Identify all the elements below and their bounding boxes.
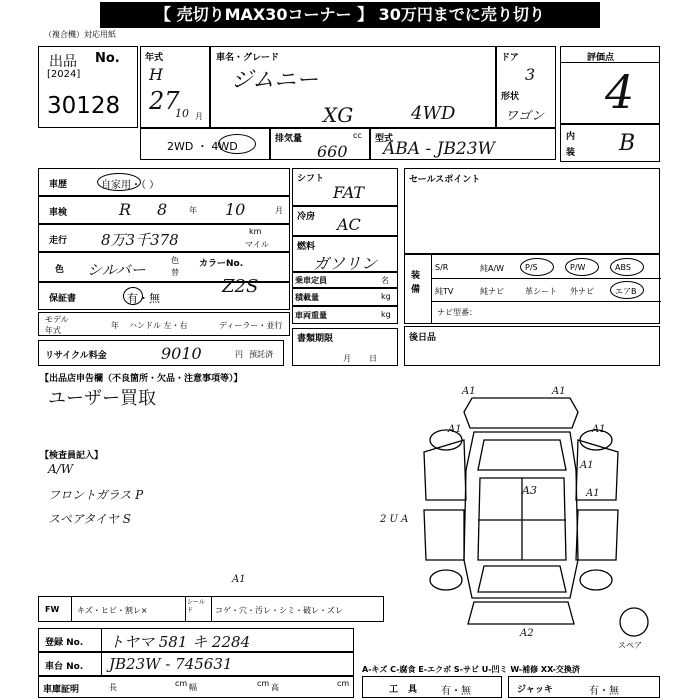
recycle-unit: 円: [235, 350, 243, 359]
displacement-value: 660: [317, 142, 348, 161]
storage-row: [38, 676, 354, 698]
color-value: シルバー: [87, 261, 146, 279]
diagram-mark-7: A1: [586, 488, 600, 499]
inspection-month: 10: [225, 200, 246, 219]
inspection-label: 車検: [49, 208, 68, 218]
lot-year-tag: [2024]: [47, 69, 81, 80]
weight-label: 車両重量: [295, 311, 327, 320]
inspector-label: 【検査員記入】: [40, 451, 104, 461]
mileage-unit-mile: マイル: [245, 240, 269, 249]
shape-label: 形状: [501, 92, 520, 102]
model-year-handle: ハンドル 左・右: [129, 321, 188, 330]
year-month-unit: 月: [195, 112, 203, 121]
tools-options: 有・無: [441, 686, 471, 697]
equipment-item: ABS: [615, 263, 631, 272]
score-label: 評価点: [587, 53, 615, 63]
year-value: 27: [149, 87, 180, 115]
chassis-label: 車台 No.: [45, 662, 84, 672]
sheet-subtitle: （複合機）対応用紙: [44, 30, 116, 39]
model-year-dealer: ディーラー・並行: [219, 321, 283, 330]
storage-col3: 高: [271, 683, 279, 692]
registration-value: トヤマ 581 キ 2284: [109, 633, 251, 651]
registration-row: [38, 628, 354, 652]
door-label: ドア: [501, 53, 519, 63]
inspector-line-3: スペアタイヤ S: [48, 512, 131, 526]
equipment-item: 純ナビ: [480, 287, 504, 296]
type-label: 型式: [375, 134, 394, 144]
lot-exhibit-label: 出品: [49, 54, 77, 70]
seller-notes-text: ユーザー買取: [48, 388, 156, 409]
model-name: ジムニー: [231, 68, 319, 93]
doc-deadline-label: 書類期限: [297, 334, 334, 344]
lot-number: 30128: [47, 93, 121, 119]
cooler-label: 冷房: [297, 212, 316, 222]
equipment-item: 純A/W: [480, 264, 505, 273]
year-month: 10: [175, 107, 189, 120]
load-label: 積載量: [295, 293, 319, 302]
diagram-mark-4: A1: [592, 424, 606, 435]
inspection-year: 8: [157, 200, 168, 219]
seller-notes-label: 【出品店申告欄（不良箇所・欠品・注意事項等）】: [40, 374, 243, 384]
navi-model-label: ナビ型番：: [437, 308, 477, 317]
diagram-mark-9: A2: [520, 628, 534, 639]
model-year-label-top: モデル: [45, 315, 69, 324]
door-value: 3: [525, 65, 536, 84]
warranty-options: 有・無: [127, 292, 160, 305]
jack-row: [508, 676, 660, 698]
jack-options: 有・無: [589, 686, 619, 697]
type-value: ABA - JB23W: [383, 139, 496, 159]
diagram-mark-5: A1: [580, 460, 594, 471]
displacement-unit: cc: [353, 131, 362, 140]
mileage-unit-km: km: [249, 227, 262, 236]
damage-legend-items2: コゲ・穴・汚レ・シミ・破レ・ズレ: [215, 606, 343, 615]
inspection-era: R: [119, 200, 132, 219]
interior-value: B: [619, 131, 636, 156]
fuel-value: ガソリン: [313, 254, 378, 273]
recycle-value: 9010: [161, 344, 202, 363]
storage-col1: 長: [109, 683, 117, 692]
lot-no-label: No.: [95, 51, 120, 66]
history-label: 車歴: [49, 180, 68, 190]
damage-legend-fw: FW: [45, 605, 60, 614]
mileage-label: 走行: [49, 236, 68, 246]
chassis-row: [38, 652, 354, 676]
registration-label: 登録 No.: [45, 638, 84, 648]
capacity-unit: 名: [381, 276, 389, 285]
inspector-line-1: A/W: [48, 462, 74, 476]
model-grade: XG: [323, 103, 354, 127]
damage-legend-row: [38, 596, 384, 622]
inspector-line-2: フロントガラス P: [48, 488, 144, 502]
inspection-year-unit: 年: [189, 206, 197, 215]
color-label: 色: [55, 265, 65, 275]
recycle-label: リサイクル料金: [45, 351, 107, 361]
storage-unit-2: cm: [257, 679, 270, 688]
notes-label: 後日品: [409, 333, 437, 343]
diagram-mark-2: A1: [552, 386, 566, 397]
equipment-item: 純TV: [435, 287, 454, 296]
diagram-mark-6: A3: [522, 484, 537, 497]
mileage-value: 8万3千378: [101, 231, 179, 249]
year-label: 年式: [145, 53, 164, 63]
drive-options: 2WD ・ 4WD: [167, 140, 238, 153]
equipment-label: 装備: [411, 271, 421, 295]
load-unit: kg: [381, 292, 391, 301]
diagram-mark-3: A1: [448, 424, 462, 435]
fuel-label: 燃料: [297, 242, 316, 252]
interior-label-2: 装: [566, 148, 576, 158]
displacement-label: 排気量: [275, 134, 303, 144]
recycle-status: 預託済: [249, 350, 273, 359]
sales-point-label: セールスポイント: [409, 175, 481, 185]
equipment-item: 革シート: [525, 287, 557, 296]
history-value: 自家用・（ ）: [101, 180, 160, 191]
equipment-item: P/S: [525, 263, 538, 272]
year-era: H: [149, 65, 163, 84]
cooler-value: AC: [337, 215, 361, 234]
tools-label: 工具: [389, 685, 428, 695]
damage-legend-items: キズ・ヒビ・割レ×: [77, 606, 148, 615]
equipment-item: エアB: [615, 287, 637, 296]
model-label: 車名・グレード: [216, 53, 280, 63]
diagram-mark-10: A1: [232, 574, 246, 585]
top-banner: 【 売切りMAX30コーナー 】 30万円までに売り切り: [100, 2, 600, 28]
storage-col2: 幅: [189, 683, 197, 692]
model-drive: 4WD: [411, 103, 456, 124]
equipment-item: S/R: [435, 263, 449, 272]
inspection-month-unit: 月: [275, 206, 283, 215]
jack-label: ジャッキ: [517, 685, 553, 695]
diagram-mark-1: A1: [462, 386, 476, 397]
storage-unit-3: cm: [337, 679, 350, 688]
storage-unit-1: cm: [175, 679, 188, 688]
model-year-unit: 年: [111, 321, 119, 330]
interior-label-1: 内: [566, 132, 576, 142]
spare-label: スペア: [618, 641, 642, 650]
doc-deadline-unit: 月日: [343, 354, 395, 363]
shift-value: FAT: [333, 183, 365, 202]
chassis-value: JB23W - 745631: [109, 655, 233, 673]
model-year-label-bottom: 年式: [45, 326, 61, 335]
score-value: 4: [605, 65, 635, 119]
damage-legend-shield: シールド: [187, 599, 205, 614]
warranty-label: 保証書: [49, 294, 77, 304]
storage-label: 車庫証明: [43, 685, 80, 695]
tools-row: [362, 676, 502, 698]
color-change-label: 色替: [171, 256, 179, 277]
equipment-item: P/W: [570, 263, 586, 272]
damage-code-legend: A-キズ C-腐食 E-エクボ S-サビ U-凹ミ W-補修 XX-交換済: [362, 665, 580, 674]
capacity-label: 乗車定員: [295, 276, 327, 285]
equipment-item: 外ナビ: [570, 287, 594, 296]
diagram-mark-8: 2 U A: [380, 514, 409, 525]
color-code-value: Z2S: [222, 276, 259, 297]
shift-label: シフト: [297, 174, 325, 184]
color-code-label: カラーNo.: [199, 259, 244, 269]
weight-unit: kg: [381, 310, 391, 319]
shape-value: ワゴン: [505, 109, 545, 124]
